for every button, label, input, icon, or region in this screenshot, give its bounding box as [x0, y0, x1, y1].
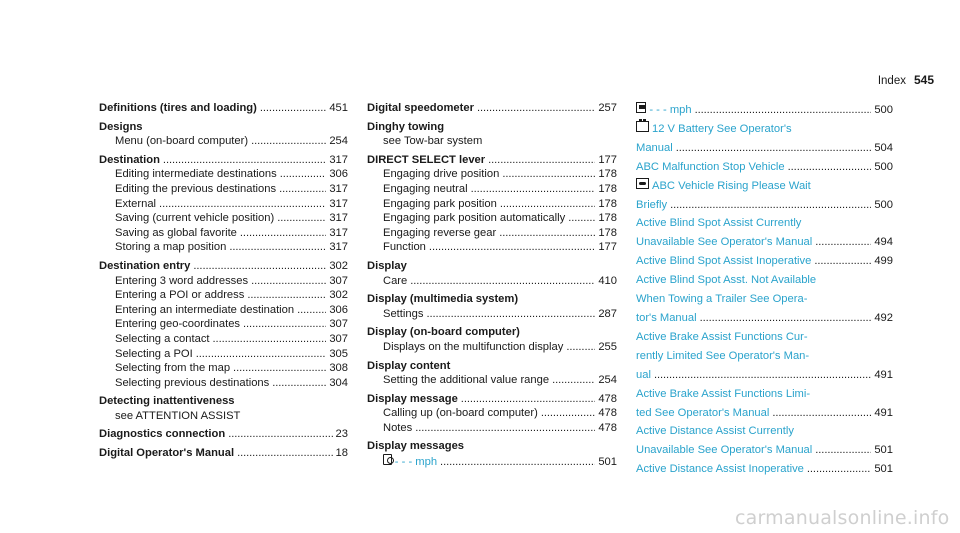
entry-label: Selecting a contact: [115, 332, 210, 345]
index-entry: [99, 153, 348, 168]
message-label[interactable]: ABC Vehicle Rising Please Wait: [652, 179, 811, 192]
message-label[interactable]: ted See Operator's Manual: [636, 406, 770, 419]
leader-dots: [695, 101, 872, 120]
message-label[interactable]: Active Brake Assist Functions Cur-: [636, 330, 808, 343]
index-column-1: [99, 101, 348, 461]
page-reference: 255: [598, 340, 617, 353]
message-label[interactable]: Unavailable See Operator's Manual: [636, 236, 813, 249]
page-reference: 478: [598, 392, 617, 405]
page-header: [878, 73, 934, 87]
index-subentry: [99, 303, 348, 318]
message-entry: [636, 101, 893, 120]
index-subentry: [99, 361, 348, 376]
message-entry: [636, 347, 893, 366]
message-entry: [636, 441, 893, 460]
leader-dots: [279, 182, 326, 197]
page-reference: 177: [598, 153, 617, 166]
leader-dots: [815, 441, 871, 460]
page-reference: 304: [329, 376, 348, 389]
page-reference: 307: [329, 274, 348, 287]
page-reference: 451: [329, 102, 348, 114]
entry-label: Definitions (tires and loading): [99, 102, 257, 114]
page-number: 545: [913, 73, 934, 87]
entry-label: Function: [383, 241, 426, 254]
leader-dots: [260, 101, 326, 116]
entry-label: Entering an intermediate destination: [115, 303, 295, 316]
page-reference: 492: [874, 311, 893, 324]
entry-label: Engaging park position automatically: [383, 212, 566, 225]
page-reference: 317: [329, 182, 348, 195]
entry-label: Editing the previous destinations: [115, 182, 277, 195]
message-entry: [636, 252, 893, 271]
index-subentry: [367, 226, 617, 241]
message-label[interactable]: Active Distance Assist Inoperative: [636, 463, 804, 476]
leader-dots: [499, 226, 595, 241]
message-label[interactable]: tor's Manual: [636, 311, 697, 324]
page-reference: 410: [598, 274, 617, 287]
entry-label: Engaging park position: [383, 197, 497, 210]
entry-label: Setting the additional value range: [383, 374, 550, 387]
message-label[interactable]: - - - mph: [649, 104, 692, 116]
entry-label: Editing intermediate destinations: [115, 168, 277, 181]
entry-label: Selecting a POI: [115, 347, 193, 360]
page-reference: 308: [329, 362, 348, 375]
index-subentry: [99, 274, 348, 289]
leader-dots: [541, 406, 595, 421]
message-entry: [636, 158, 893, 177]
page-reference: 317: [329, 241, 348, 254]
leader-dots: [552, 373, 595, 388]
message-label[interactable]: ABC Malfunction Stop Vehicle: [636, 160, 785, 173]
message-entry: [636, 309, 893, 328]
leader-dots: [426, 307, 595, 322]
index-subentry: [99, 376, 348, 391]
page-reference: 307: [329, 318, 348, 331]
index-subentry: [99, 167, 348, 182]
page-reference: 499: [874, 255, 893, 268]
entry-label: Entering 3 word addresses: [115, 274, 249, 287]
entry-label: Saving as global favorite: [115, 226, 237, 239]
entry-label: DIRECT SELECT lever: [367, 153, 486, 166]
entry-label: Destination: [99, 153, 160, 166]
message-label[interactable]: Active Blind Spot Assist Inoperative: [636, 255, 812, 268]
message-label[interactable]: Active Distance Assist Currently: [636, 425, 794, 438]
leader-dots: [654, 366, 871, 385]
leader-dots: [237, 446, 332, 461]
index-subentry: [367, 197, 617, 212]
leader-dots: [488, 153, 595, 168]
leader-dots: [788, 158, 872, 177]
message-entry: [636, 214, 893, 233]
page-reference: 287: [598, 307, 617, 320]
page-reference: 317: [329, 226, 348, 239]
leader-dots: [251, 274, 326, 289]
page-reference: 18: [335, 447, 348, 460]
speedometer-icon: [383, 454, 392, 465]
index-subentry: [367, 421, 617, 436]
index-subentry: [367, 167, 617, 182]
page-reference: 302: [329, 289, 348, 302]
message-label[interactable]: Unavailable See Operator's Manual: [636, 444, 813, 457]
page-reference: 501: [874, 444, 893, 457]
leader-dots: [243, 317, 326, 332]
index-subentry: [99, 134, 348, 149]
leader-dots: [247, 288, 326, 303]
index-entry: [367, 153, 617, 168]
leader-dots: [272, 376, 326, 391]
page-reference: 317: [329, 153, 348, 166]
leader-dots: [772, 404, 871, 423]
leader-dots: [670, 196, 871, 215]
message-label[interactable]: When Towing a Trailer See Opera-: [636, 293, 808, 306]
page-reference: 305: [329, 347, 348, 360]
index-subentry: [367, 406, 617, 421]
entry-label: Menu (on-board computer): [115, 135, 249, 148]
message-entry: [636, 196, 893, 215]
leader-dots: [676, 139, 872, 158]
index-subentry: [367, 373, 617, 388]
index-heading: Display (on-board computer): [367, 326, 520, 339]
message-entry: [636, 328, 893, 347]
leader-dots: [566, 340, 595, 355]
index-subentry: [99, 197, 348, 212]
leader-dots: [280, 167, 327, 182]
entry-label: Notes: [383, 421, 413, 434]
entry-label: Destination entry: [99, 259, 191, 272]
message-label[interactable]: ual: [636, 368, 651, 381]
page-reference: 491: [874, 368, 893, 381]
page-reference: 504: [874, 141, 893, 154]
leader-dots: [815, 233, 871, 252]
page-reference: 494: [874, 236, 893, 249]
index-entry: [99, 101, 348, 116]
section-title: Index: [877, 75, 906, 87]
cross-reference: see Tow-bar system: [383, 135, 483, 148]
index-entry: [367, 392, 617, 407]
entry-label: Digital Operator's Manual: [99, 447, 235, 460]
page-reference: 23: [335, 428, 348, 441]
leader-dots: [807, 460, 871, 479]
entry-label: Care: [383, 274, 408, 287]
index-subentry: [99, 226, 348, 241]
leader-dots: [440, 455, 595, 470]
leader-dots: [814, 252, 871, 271]
index-heading: Display (multimedia system): [367, 293, 519, 306]
message-label[interactable]: Active Blind Spot Asst. Not Available: [636, 274, 817, 287]
page-reference: 491: [874, 406, 893, 419]
index-subentry: [99, 211, 348, 226]
leader-dots: [568, 211, 595, 226]
entry-label: Engaging neutral: [383, 182, 468, 195]
index-subentry: [99, 347, 348, 362]
message-label[interactable]: 12 V Battery See Operator's: [652, 122, 792, 135]
page-reference: 254: [329, 135, 348, 148]
page-reference: 317: [329, 197, 348, 210]
message-entry: [636, 366, 893, 385]
leader-dots: [233, 361, 326, 376]
page-reference: 177: [598, 241, 617, 254]
entry-label: Entering a POI or address: [115, 289, 245, 302]
page-reference: 257: [598, 102, 617, 114]
page-reference: 500: [874, 160, 893, 173]
leader-dots: [229, 240, 326, 255]
leader-dots: [277, 211, 326, 226]
page-reference: 501: [598, 456, 617, 469]
page-reference: 178: [598, 212, 617, 225]
page-reference: 500: [874, 198, 893, 211]
message-entry: [636, 460, 893, 479]
leader-dots: [471, 182, 596, 197]
index-heading: Display content: [367, 359, 451, 372]
index-column-2: [367, 101, 617, 470]
message-label[interactable]: Active Blind Spot Assist Currently: [636, 217, 802, 230]
index-entry: [99, 446, 348, 461]
leader-dots: [251, 134, 326, 149]
page-reference: 254: [598, 374, 617, 387]
entry-label: Engaging drive position: [383, 168, 500, 181]
index-heading: Dinghy towing: [367, 120, 445, 133]
entry-label: External: [115, 197, 157, 210]
index-column-3: [636, 101, 893, 479]
message-entry: [636, 385, 893, 404]
message-label[interactable]: Briefly: [636, 198, 668, 211]
entry-label: Selecting from the map: [115, 362, 231, 375]
leader-dots: [213, 332, 327, 347]
entry-label: Diagnostics connection: [99, 428, 226, 441]
leader-dots: [163, 153, 326, 168]
leader-dots: [228, 427, 332, 442]
index-entry: [367, 101, 617, 116]
entry-label: Storing a map position: [115, 241, 227, 254]
index-subentry: [367, 307, 617, 322]
leader-dots: [196, 347, 327, 362]
message-entry: [636, 233, 893, 252]
abc-suspension-icon: [636, 178, 649, 189]
message-entry: [636, 422, 893, 441]
index-subentry: [99, 240, 348, 255]
page-reference: 500: [874, 104, 893, 116]
message-label[interactable]: rently Limited See Operator's Man-: [636, 349, 810, 362]
message-entry: [636, 120, 893, 139]
leader-dots: [477, 101, 595, 116]
page-reference: 178: [598, 168, 617, 181]
leader-dots: [461, 392, 596, 407]
index-entry: [99, 427, 348, 442]
leader-dots: [193, 259, 326, 274]
page-reference: 178: [598, 182, 617, 195]
leader-dots: [410, 274, 595, 289]
page-reference: 307: [329, 332, 348, 345]
leader-dots: [297, 303, 326, 318]
index-subentry: [367, 340, 617, 355]
page-reference: 306: [329, 303, 348, 316]
battery-icon: [636, 121, 649, 132]
index-heading: Display messages: [367, 440, 465, 453]
entry-label: Engaging reverse gear: [383, 226, 497, 239]
index-subentry: [99, 317, 348, 332]
index-subentry: [367, 240, 617, 255]
leader-dots: [502, 167, 595, 182]
leader-dots: [159, 197, 326, 212]
index-subentry: [367, 211, 617, 226]
message-entry: [636, 271, 893, 290]
page-reference: 302: [329, 259, 348, 272]
page-reference: 178: [598, 197, 617, 210]
index-entry: [99, 259, 348, 274]
entry-label: - - - mph: [394, 456, 438, 469]
index-heading: Designs: [99, 120, 143, 133]
message-entry: [636, 290, 893, 309]
index-subentry: [99, 288, 348, 303]
page-reference: 478: [598, 407, 617, 420]
page-reference: 317: [329, 212, 348, 225]
entry-label: Displays on the multifunction display: [383, 340, 564, 353]
message-entry: [636, 404, 893, 423]
index-subentry: [367, 182, 617, 197]
leader-dots: [700, 309, 872, 328]
index-subentry: [99, 182, 348, 197]
leader-dots: [500, 197, 596, 212]
index-heading: Display: [367, 259, 407, 272]
index-subentry: [367, 274, 617, 289]
leader-dots: [429, 240, 595, 255]
leader-dots: [240, 226, 326, 241]
entry-label: Display message: [367, 392, 458, 405]
entry-label: Selecting previous destinations: [115, 376, 270, 389]
page-reference: 178: [598, 226, 617, 239]
message-entry: [636, 139, 893, 158]
index-subentry: [99, 332, 348, 347]
watermark: carmanualsonline.info: [735, 507, 950, 529]
index-subentry: [367, 454, 617, 470]
entry-label: Calling up (on-board computer): [383, 407, 538, 420]
entry-label: Settings: [383, 307, 424, 320]
entry-label: Entering geo-coordinates: [115, 318, 241, 331]
entry-label: Saving (current vehicle position): [115, 212, 275, 225]
leader-dots: [415, 421, 595, 436]
tow-away-icon: [636, 102, 646, 113]
page-reference: 478: [598, 421, 617, 434]
message-label[interactable]: Manual: [636, 141, 673, 154]
message-label[interactable]: Active Brake Assist Functions Limi-: [636, 387, 811, 400]
cross-reference: see ATTENTION ASSIST: [115, 409, 241, 422]
entry-label: Digital speedometer: [367, 102, 474, 114]
page-reference: 306: [329, 168, 348, 181]
index-heading: Detecting inattentiveness: [99, 395, 235, 408]
message-entry: [636, 177, 893, 196]
page-reference: 501: [874, 463, 893, 476]
